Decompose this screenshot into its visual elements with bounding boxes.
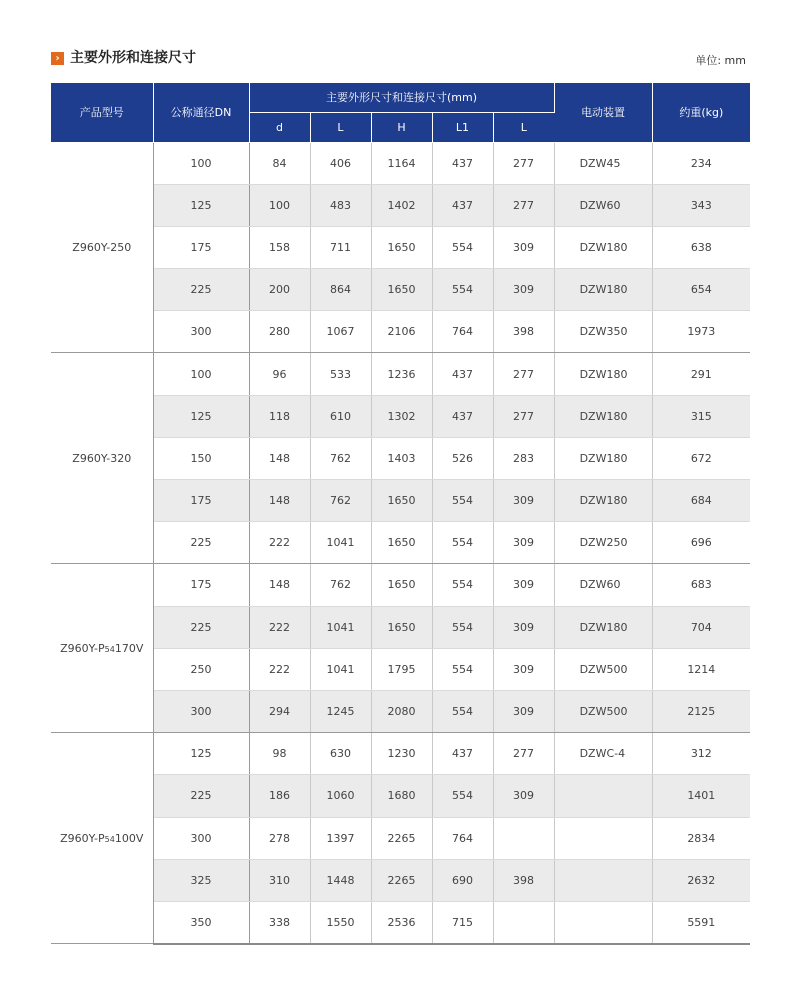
chevron-right-icon: › <box>51 52 64 65</box>
cell-motor: DZW180 <box>554 480 652 522</box>
header-weight: 约重(kg) <box>652 83 750 142</box>
cell-weight: 2125 <box>652 690 750 732</box>
table-row <box>51 901 750 943</box>
model-suffix: 170V <box>114 641 144 655</box>
cell-d: 84 <box>249 142 310 184</box>
cell-d: 148 <box>249 437 310 479</box>
cell-dn: 300 <box>153 690 249 732</box>
cell-h: 1650 <box>371 269 432 311</box>
section-header <box>51 50 751 72</box>
cell-weight: 1973 <box>652 311 750 353</box>
cell-weight: 5591 <box>652 901 750 943</box>
cell-l: 1397 <box>310 817 371 859</box>
cell-motor <box>554 775 652 817</box>
model-cell <box>51 564 153 733</box>
cell-d: 158 <box>249 226 310 268</box>
table-row <box>51 480 750 522</box>
cell-motor: DZW180 <box>554 437 652 479</box>
cell-l: 483 <box>310 184 371 226</box>
cell-l2: 277 <box>493 395 554 437</box>
cell-l1: 554 <box>432 690 493 732</box>
cell-d: 148 <box>249 564 310 606</box>
cell-l1: 554 <box>432 226 493 268</box>
dimensions-table <box>51 83 750 945</box>
cell-l: 1448 <box>310 859 371 901</box>
cell-h: 1302 <box>371 395 432 437</box>
cell-l: 1067 <box>310 311 371 353</box>
header-dimensions-group: 主要外形尺寸和连接尺寸(mm) <box>249 83 554 112</box>
cell-motor: DZW500 <box>554 648 652 690</box>
cell-dn: 300 <box>153 311 249 353</box>
model-suffix: 100V <box>114 831 144 845</box>
model-prefix: Z960Y-P <box>60 641 105 655</box>
table-row <box>51 859 750 901</box>
table-row <box>51 564 750 606</box>
model-prefix: Z960Y-320 <box>72 451 132 465</box>
cell-l: 762 <box>310 437 371 479</box>
cell-motor: DZW45 <box>554 142 652 184</box>
cell-d: 294 <box>249 690 310 732</box>
cell-h: 1402 <box>371 184 432 226</box>
cell-weight: 672 <box>652 437 750 479</box>
cell-l1: 437 <box>432 733 493 775</box>
cell-d: 148 <box>249 480 310 522</box>
cell-l2: 309 <box>493 226 554 268</box>
cell-weight: 1401 <box>652 775 750 817</box>
cell-l2: 277 <box>493 142 554 184</box>
header-L: L <box>310 112 371 142</box>
cell-h: 1230 <box>371 733 432 775</box>
cell-h: 2080 <box>371 690 432 732</box>
table-row <box>51 269 750 311</box>
cell-dn: 125 <box>153 395 249 437</box>
cell-l2: 398 <box>493 311 554 353</box>
table-row <box>51 311 750 353</box>
cell-l1: 437 <box>432 353 493 395</box>
table-row <box>51 353 750 395</box>
cell-h: 1650 <box>371 226 432 268</box>
cell-weight: 343 <box>652 184 750 226</box>
cell-d: 338 <box>249 901 310 943</box>
cell-l2 <box>493 817 554 859</box>
cell-h: 1164 <box>371 142 432 184</box>
cell-l2 <box>493 901 554 943</box>
cell-weight: 638 <box>652 226 750 268</box>
cell-l: 1041 <box>310 606 371 648</box>
header-L2: L <box>493 112 554 142</box>
cell-l2: 283 <box>493 437 554 479</box>
model-pressure-subscript: 54 <box>104 834 115 844</box>
cell-l: 762 <box>310 480 371 522</box>
cell-l2: 309 <box>493 480 554 522</box>
cell-l: 711 <box>310 226 371 268</box>
cell-motor: DZW180 <box>554 606 652 648</box>
cell-l1: 690 <box>432 859 493 901</box>
cell-motor <box>554 901 652 943</box>
cell-dn: 125 <box>153 733 249 775</box>
cell-weight: 291 <box>652 353 750 395</box>
cell-l1: 554 <box>432 269 493 311</box>
cell-d: 96 <box>249 353 310 395</box>
cell-l: 1060 <box>310 775 371 817</box>
cell-d: 310 <box>249 859 310 901</box>
cell-motor: DZW180 <box>554 269 652 311</box>
cell-h: 1403 <box>371 437 432 479</box>
model-pressure-subscript: 54 <box>104 644 115 654</box>
cell-dn: 350 <box>153 901 249 943</box>
table-row <box>51 817 750 859</box>
cell-dn: 325 <box>153 859 249 901</box>
cell-dn: 150 <box>153 437 249 479</box>
cell-dn: 300 <box>153 817 249 859</box>
cell-weight: 704 <box>652 606 750 648</box>
cell-weight: 683 <box>652 564 750 606</box>
cell-l: 762 <box>310 564 371 606</box>
cell-weight: 234 <box>652 142 750 184</box>
cell-h: 2536 <box>371 901 432 943</box>
cell-h: 2106 <box>371 311 432 353</box>
cell-l1: 554 <box>432 648 493 690</box>
cell-dn: 175 <box>153 226 249 268</box>
cell-h: 1650 <box>371 522 432 564</box>
cell-dn: 225 <box>153 606 249 648</box>
section-title: 主要外形和连接尺寸 <box>70 50 196 66</box>
table-row <box>51 142 750 184</box>
table-row <box>51 775 750 817</box>
cell-l1: 437 <box>432 142 493 184</box>
model-prefix: Z960Y-250 <box>72 240 132 254</box>
cell-motor <box>554 859 652 901</box>
cell-l1: 554 <box>432 522 493 564</box>
cell-dn: 175 <box>153 480 249 522</box>
cell-motor: DZW180 <box>554 353 652 395</box>
table-row <box>51 437 750 479</box>
header-model: 产品型号 <box>51 83 153 142</box>
cell-dn: 175 <box>153 564 249 606</box>
table-body <box>51 142 750 944</box>
cell-weight: 312 <box>652 733 750 775</box>
cell-weight: 2834 <box>652 817 750 859</box>
cell-d: 280 <box>249 311 310 353</box>
table-row <box>51 522 750 564</box>
cell-dn: 100 <box>153 353 249 395</box>
cell-motor: DZW350 <box>554 311 652 353</box>
cell-d: 118 <box>249 395 310 437</box>
cell-l1: 437 <box>432 184 493 226</box>
cell-weight: 654 <box>652 269 750 311</box>
cell-l: 1041 <box>310 522 371 564</box>
cell-h: 1650 <box>371 606 432 648</box>
header-L1: L1 <box>432 112 493 142</box>
table-row <box>51 606 750 648</box>
table-row <box>51 733 750 775</box>
cell-l2: 277 <box>493 184 554 226</box>
table-row <box>51 226 750 268</box>
cell-motor: DZW60 <box>554 564 652 606</box>
cell-l: 864 <box>310 269 371 311</box>
table-header <box>51 83 750 142</box>
cell-l2: 277 <box>493 733 554 775</box>
cell-l2: 309 <box>493 606 554 648</box>
cell-motor <box>554 817 652 859</box>
cell-dn: 250 <box>153 648 249 690</box>
table-row <box>51 184 750 226</box>
cell-motor: DZW500 <box>554 690 652 732</box>
header-d: d <box>249 112 310 142</box>
model-cell <box>51 353 153 564</box>
cell-h: 1236 <box>371 353 432 395</box>
cell-h: 1680 <box>371 775 432 817</box>
cell-l: 1550 <box>310 901 371 943</box>
unit-label: 单位: mm <box>695 54 746 67</box>
cell-weight: 696 <box>652 522 750 564</box>
cell-dn: 125 <box>153 184 249 226</box>
cell-l1: 764 <box>432 311 493 353</box>
cell-l: 1245 <box>310 690 371 732</box>
cell-h: 1795 <box>371 648 432 690</box>
cell-dn: 100 <box>153 142 249 184</box>
cell-dn: 225 <box>153 522 249 564</box>
header-dn: 公称通径DN <box>153 83 249 142</box>
cell-d: 278 <box>249 817 310 859</box>
cell-l1: 554 <box>432 775 493 817</box>
cell-l1: 554 <box>432 564 493 606</box>
cell-d: 98 <box>249 733 310 775</box>
cell-motor: DZW60 <box>554 184 652 226</box>
cell-l2: 309 <box>493 775 554 817</box>
cell-dn: 225 <box>153 269 249 311</box>
cell-d: 222 <box>249 606 310 648</box>
cell-l: 406 <box>310 142 371 184</box>
cell-d: 200 <box>249 269 310 311</box>
cell-d: 100 <box>249 184 310 226</box>
cell-weight: 315 <box>652 395 750 437</box>
cell-l1: 437 <box>432 395 493 437</box>
cell-weight: 684 <box>652 480 750 522</box>
cell-h: 1650 <box>371 480 432 522</box>
cell-d: 222 <box>249 522 310 564</box>
cell-l1: 554 <box>432 480 493 522</box>
header-H: H <box>371 112 432 142</box>
header-motor: 电动装置 <box>554 83 652 142</box>
cell-l2: 309 <box>493 522 554 564</box>
table-row <box>51 690 750 732</box>
cell-l1: 764 <box>432 817 493 859</box>
model-prefix: Z960Y-P <box>60 831 105 845</box>
cell-l2: 309 <box>493 269 554 311</box>
cell-l2: 398 <box>493 859 554 901</box>
cell-weight: 2632 <box>652 859 750 901</box>
cell-l: 630 <box>310 733 371 775</box>
cell-l2: 309 <box>493 564 554 606</box>
cell-l1: 554 <box>432 606 493 648</box>
cell-motor: DZWC-4 <box>554 733 652 775</box>
cell-h: 2265 <box>371 859 432 901</box>
cell-motor: DZW180 <box>554 395 652 437</box>
cell-l: 610 <box>310 395 371 437</box>
cell-l: 1041 <box>310 648 371 690</box>
model-cell <box>51 142 153 353</box>
cell-l2: 309 <box>493 648 554 690</box>
cell-d: 222 <box>249 648 310 690</box>
cell-d: 186 <box>249 775 310 817</box>
cell-l2: 309 <box>493 690 554 732</box>
model-cell <box>51 733 153 944</box>
cell-weight: 1214 <box>652 648 750 690</box>
cell-l: 533 <box>310 353 371 395</box>
cell-l2: 277 <box>493 353 554 395</box>
cell-motor: DZW250 <box>554 522 652 564</box>
table-row <box>51 395 750 437</box>
table-row <box>51 648 750 690</box>
cell-dn: 225 <box>153 775 249 817</box>
cell-l1: 526 <box>432 437 493 479</box>
cell-h: 2265 <box>371 817 432 859</box>
cell-h: 1650 <box>371 564 432 606</box>
cell-l1: 715 <box>432 901 493 943</box>
cell-motor: DZW180 <box>554 226 652 268</box>
